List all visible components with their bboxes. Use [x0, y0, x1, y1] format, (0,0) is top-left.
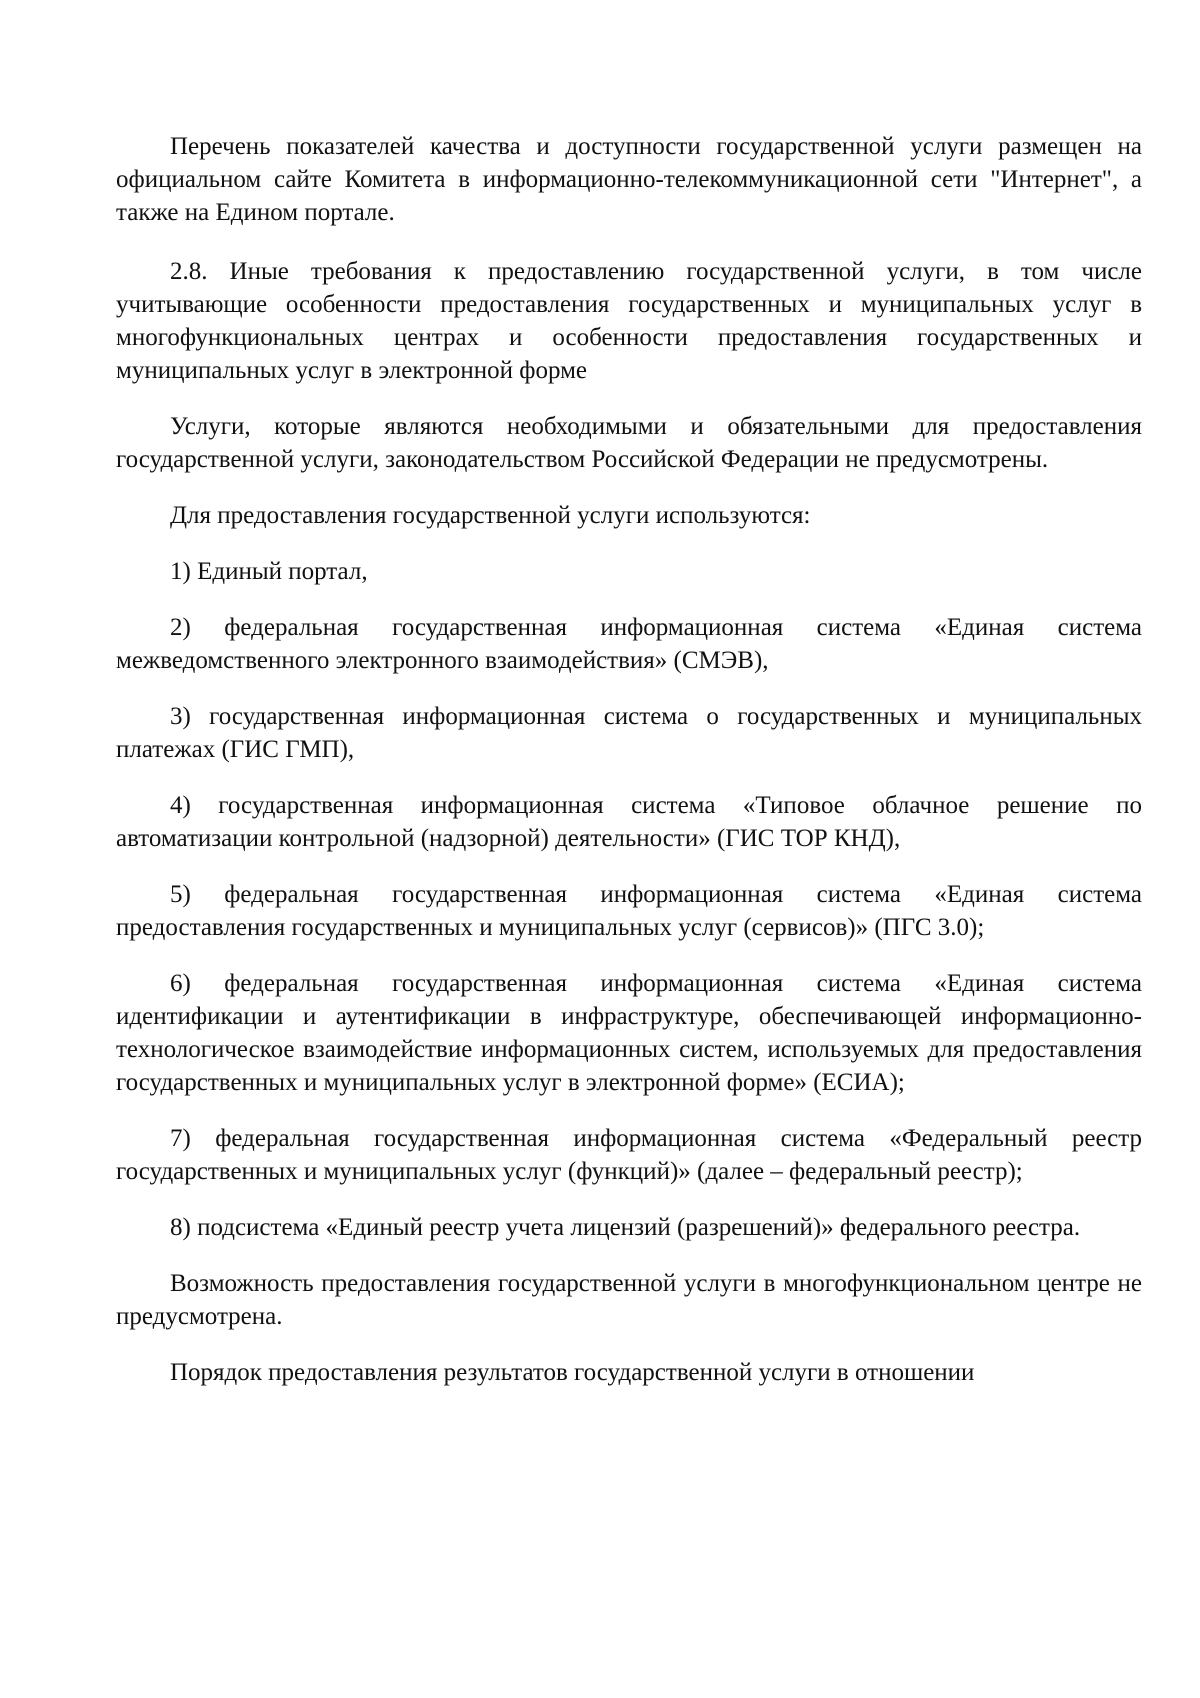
paragraph-systems-intro: Для предоставления государственной услуги используются:	[170, 502, 811, 529]
document-body	[116, 130, 1142, 1389]
list-item-8: 8) подсистема «Единый реестр учета лицензий (разрешений)» федерального реестра.	[170, 1214, 1081, 1241]
list-item-3: 3) государственная информационная система о государственных и муниципальных платежах (ГИС ГМП),	[116, 703, 1142, 763]
list-item-7: 7) федеральная государственная информационная система «Федеральный реестр государственных и муниципальных услуг (функций)» (далее – федеральный реестр);	[116, 1125, 1142, 1185]
paragraph-required-services: Услуги, которые являются необходимыми и обязательными для предоставления государственной услуги, законодательством Российской Федерации не предусмотрены.	[116, 413, 1142, 473]
list-item-2: 2) федеральная государственная информационная система «Единая система межведомственного электронного взаимодействия» (СМЭВ),	[116, 614, 1142, 674]
list-item-6: 6) федеральная государственная информационная система «Единая система идентификации и аутентификации в инфраструктуре, обеспечивающей информационно-технологическое взаимодействие информационных систем, используемых для предоставления государственных и муниципальных услуг в электронной форме» (ЕСИА);	[116, 970, 1142, 1096]
list-item-4: 4) государственная информационная система «Типовое облачное решение по автоматизации контрольной (надзорной) деятельности» (ГИС ТОР КНД),	[116, 792, 1142, 852]
section-heading-2-8: 2.8. Иные требования к предоставлению государственной услуги, в том числе учитывающие особенности предоставления государственных и муниципальных услуг в многофункциональных центрах и особенности предоставления государственных и муниципальных услуг в электронной форме	[116, 258, 1142, 384]
list-item-5: 5) федеральная государственная информационная система «Единая система предоставления государственных и муниципальных услуг (сервисов)» (ПГС 3.0);	[116, 881, 1142, 941]
paragraph-mfc-not-provided: Возможность предоставления государственной услуги в многофункциональном центре не предусмотрена.	[116, 1270, 1142, 1330]
paragraph-quality-indicators: Перечень показателей качества и доступности государственной услуги размещен на официальном сайте Комитета в информационно-телекоммуникационной сети "Интернет", а также на Едином портале.	[116, 133, 1142, 226]
paragraph-results-order: Порядок предоставления результатов государственной услуги в отношении	[170, 1359, 975, 1386]
list-item-1: 1) Единый портал,	[170, 558, 368, 585]
